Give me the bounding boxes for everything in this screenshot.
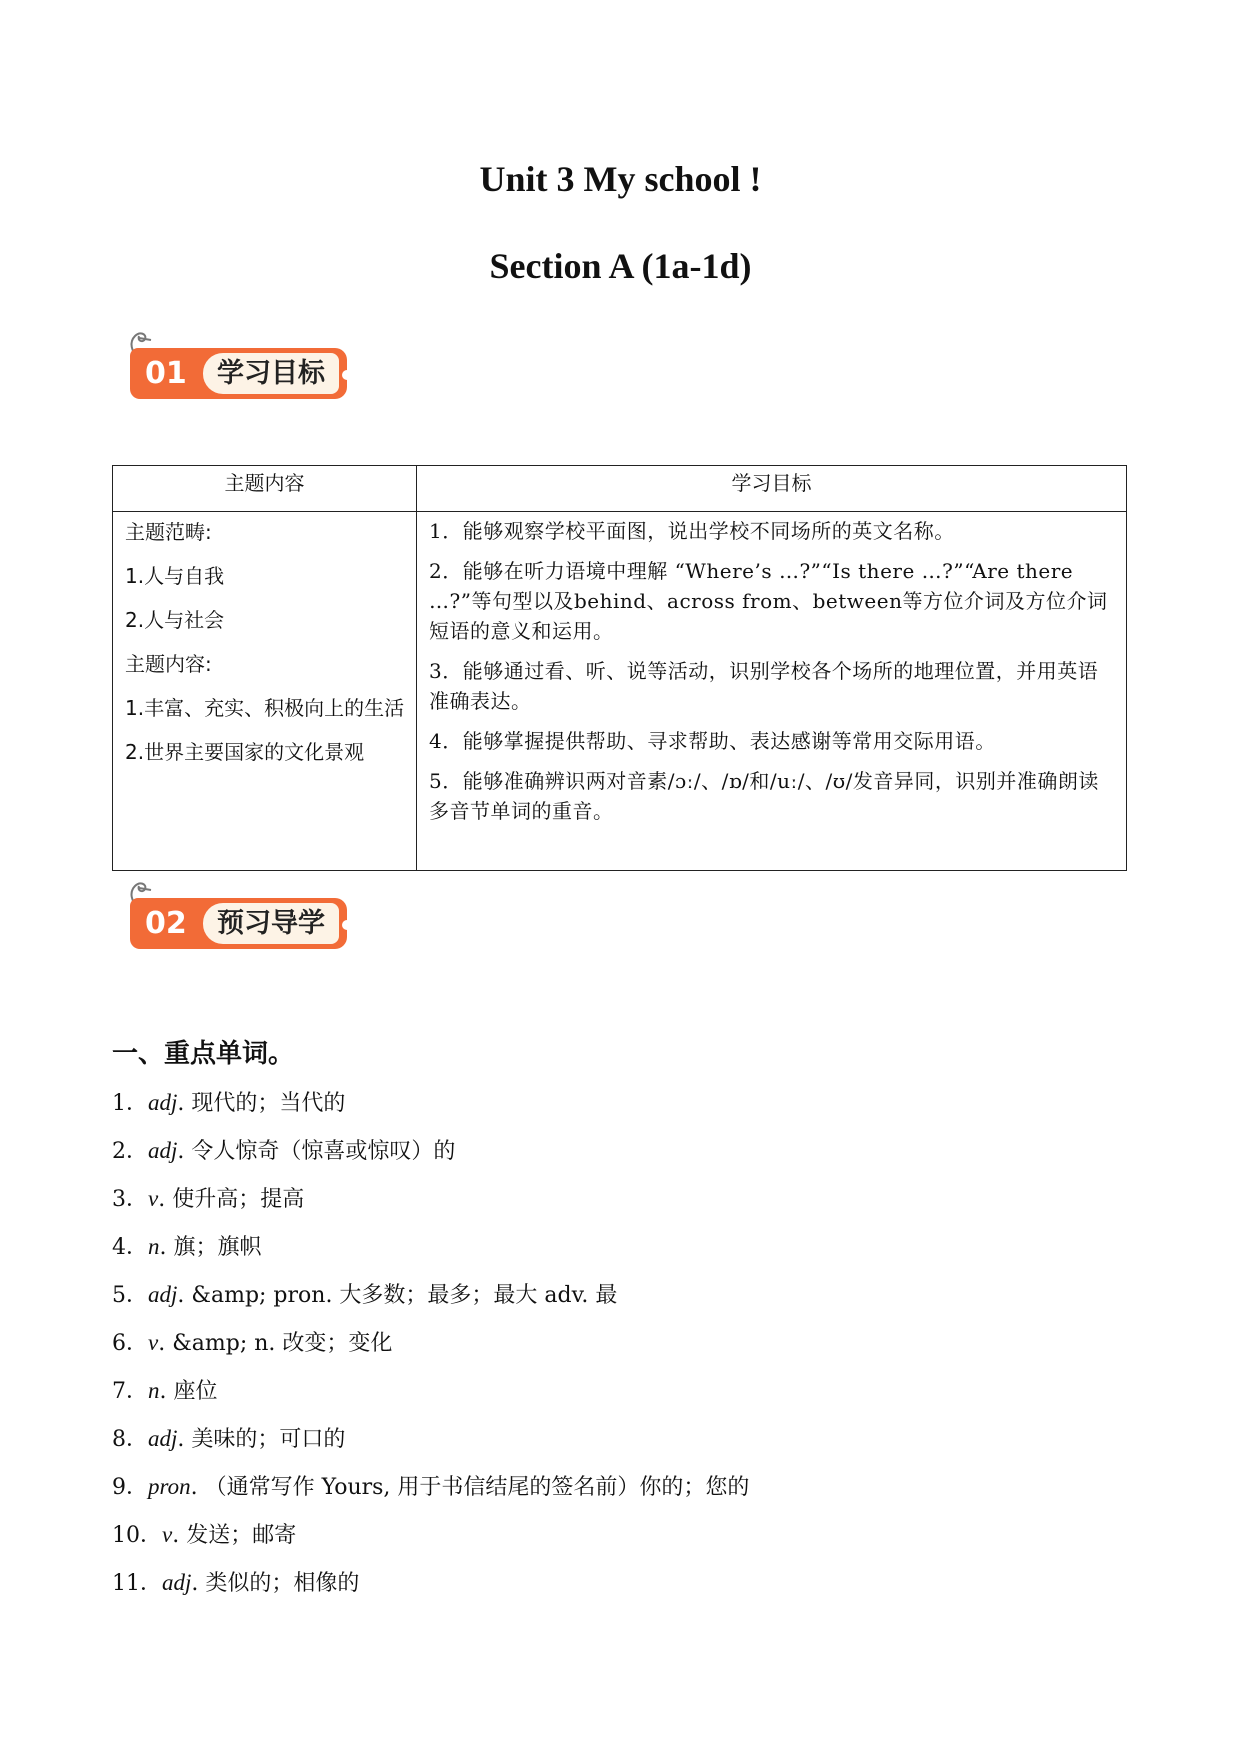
vocab-number: 2． — [112, 1139, 148, 1164]
vocab-meaning: . 发送；邮寄 — [172, 1523, 297, 1548]
section-badge-goals — [127, 330, 362, 402]
vocab-item — [112, 1280, 749, 1328]
vocab-pos: n — [148, 1378, 160, 1403]
vocab-number: 8． — [112, 1427, 148, 1452]
vocab-number: 3． — [112, 1187, 148, 1212]
vocab-number: 11． — [112, 1571, 162, 1596]
topic-line: 2.人与社会 — [125, 608, 225, 632]
vocab-number: 10． — [112, 1523, 162, 1548]
vocab-pos: n — [148, 1234, 160, 1259]
topic-line: 主题范畴: — [125, 520, 212, 544]
vocab-item — [112, 1520, 749, 1568]
page-title: Unit 3 My school ! — [479, 159, 762, 199]
table-header-topic: 主题内容 — [113, 466, 417, 512]
vocab-pos: adj — [148, 1138, 178, 1163]
page-subtitle: Section A (1a-1d) — [489, 246, 752, 286]
topic-line: 主题内容: — [125, 652, 212, 676]
goal-item: 2．能够在听力语境中理解 “Where’s …?”“Is there …?”“Are there …?”等句型以及behind、across from、between等方位介词及方位介词短语的意义和运用。 — [429, 559, 1108, 643]
vocab-item — [112, 1232, 749, 1280]
vocab-number: 1． — [112, 1091, 148, 1116]
vocab-pos: pron — [148, 1474, 191, 1499]
vocab-meaning: . （通常写作 Yours, 用于书信结尾的签名前）你的；您的 — [190, 1475, 750, 1500]
vocab-pos: v — [162, 1522, 173, 1547]
vocab-item — [112, 1424, 749, 1472]
goal-item: 5．能够准确辨识两对音素/ɔː/、/ɒ/和/uː/、/ʊ/发音异同，识别并准确朗读多音节单词的重音。 — [429, 769, 1099, 823]
vocab-meaning: . 座位 — [159, 1379, 218, 1404]
vocab-number: 7． — [112, 1379, 148, 1404]
badge-label: 学习目标 — [203, 353, 339, 394]
badge-label: 预习导学 — [203, 903, 339, 944]
goal-item: 3．能够通过看、听、说等活动，识别学校各个场所的地理位置，并用英语准确表达。 — [429, 659, 1099, 713]
vocab-number: 9． — [112, 1475, 148, 1500]
vocab-pos: v — [148, 1330, 159, 1355]
vocab-number: 5． — [112, 1283, 148, 1308]
vocab-meaning: . 美味的；可口的 — [177, 1427, 346, 1452]
goal-item: 1．能够观察学校平面图，说出学校不同场所的英文名称。 — [429, 519, 955, 543]
vocab-meaning: . &amp; pron. 大多数；最多；最大 adv. 最 — [177, 1283, 618, 1308]
goals-table — [112, 465, 1127, 871]
vocab-item — [112, 1568, 749, 1616]
vocab-pos: adj — [148, 1090, 178, 1115]
vocab-item — [112, 1472, 749, 1520]
vocab-pos: v — [148, 1186, 159, 1211]
badge-number: 01 — [130, 348, 205, 399]
badge-number: 02 — [130, 898, 205, 949]
vocab-pos: adj — [148, 1282, 178, 1307]
section-heading: 一、重点单词。 — [112, 1039, 295, 1069]
vocab-meaning: . 现代的；当代的 — [177, 1091, 346, 1116]
vocab-item — [112, 1328, 749, 1376]
vocab-meaning: . &amp; n. 改变；变化 — [158, 1331, 393, 1356]
vocab-meaning: . 旗；旗帜 — [159, 1235, 262, 1260]
vocab-number: 6． — [112, 1331, 148, 1356]
topic-line: 1.人与自我 — [125, 564, 225, 588]
topic-cell — [113, 512, 417, 871]
vocab-item — [112, 1376, 749, 1424]
topic-line: 2.世界主要国家的文化景观 — [125, 740, 365, 764]
vocab-meaning: . 令人惊奇（惊喜或惊叹）的 — [177, 1139, 456, 1164]
vocab-pos: adj — [148, 1426, 178, 1451]
table-header-goals: 学习目标 — [417, 466, 1127, 512]
vocab-pos: adj — [162, 1570, 192, 1595]
vocab-item — [112, 1088, 749, 1136]
goal-item: 4．能够掌握提供帮助、寻求帮助、表达感谢等常用交际用语。 — [429, 729, 996, 753]
vocab-item — [112, 1136, 749, 1184]
section-badge-preview — [127, 880, 362, 952]
goals-cell — [417, 512, 1127, 871]
topic-line: 1.丰富、充实、积极向上的生活 — [125, 696, 405, 720]
vocab-number: 4． — [112, 1235, 148, 1260]
vocab-list — [112, 1088, 749, 1616]
vocab-meaning: . 类似的；相像的 — [191, 1571, 360, 1596]
vocab-item — [112, 1184, 749, 1232]
vocab-meaning: . 使升高；提高 — [158, 1187, 305, 1212]
